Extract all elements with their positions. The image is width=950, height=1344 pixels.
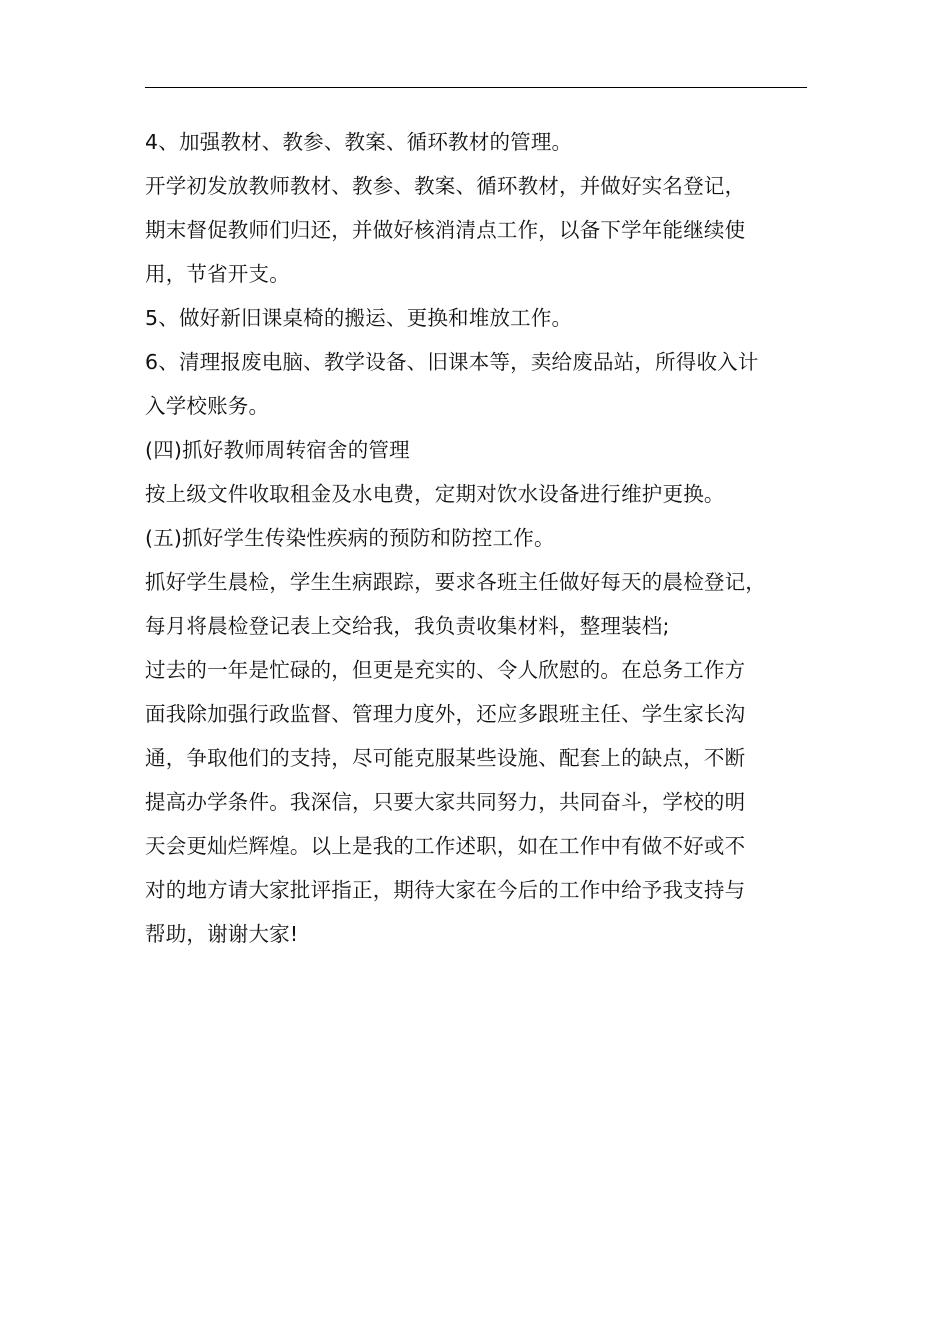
text-line: 帮助，谢谢大家! (145, 922, 299, 946)
text-line: 按上级文件收取租金及水电费，定期对饮水设备进行维护更换。 (145, 482, 725, 506)
text-line: 天会更灿烂辉煌。以上是我的工作述职，如在工作中有做不好或不 (145, 834, 746, 858)
text-line: 提高办学条件。我深信，只要大家共同努力，共同奋斗，学校的明 (145, 790, 746, 814)
text-line: 入学校账务。 (145, 394, 270, 418)
text-line: 抓好学生晨检，学生生病跟踪，要求各班主任做好每天的晨检登记， (145, 570, 766, 594)
header-rule (145, 87, 807, 88)
section-heading: (四)抓好教师周转宿舍的管理 (145, 438, 410, 462)
text-line: 面我除加强行政监督、管理力度外，还应多跟班主任、学生家长沟 (145, 702, 746, 726)
text-line: 通，争取他们的支持，尽可能克服某些设施、配套上的缺点，不断 (145, 746, 746, 770)
text-line: 对的地方请大家批评指正，期待大家在今后的工作中给予我支持与 (145, 878, 746, 902)
text-line: 5、做好新旧课桌椅的搬运、更换和堆放工作。 (145, 306, 573, 330)
text-line: 过去的一年是忙碌的，但更是充实的、令人欣慰的。在总务工作方 (145, 658, 746, 682)
text-line: 6、清理报废电脑、教学设备、旧课本等，卖给废品站，所得收入计 (145, 350, 759, 374)
document-body (145, 124, 825, 960)
text-line: 每月将晨检登记表上交给我，我负责收集材料，整理装档; (145, 614, 670, 638)
text-line: 期末督促教师们归还，并做好核消清点工作，以备下学年能继续使 (145, 218, 746, 242)
section-heading: (五)抓好学生传染性疾病的预防和防控工作。 (145, 526, 555, 550)
text-line: 4、加强教材、教参、教案、循环教材的管理。 (145, 130, 573, 154)
text-line: 用，节省开支。 (145, 262, 290, 286)
text-line: 开学初发放教师教材、教参、教案、循环教材，并做好实名登记， (145, 174, 746, 198)
